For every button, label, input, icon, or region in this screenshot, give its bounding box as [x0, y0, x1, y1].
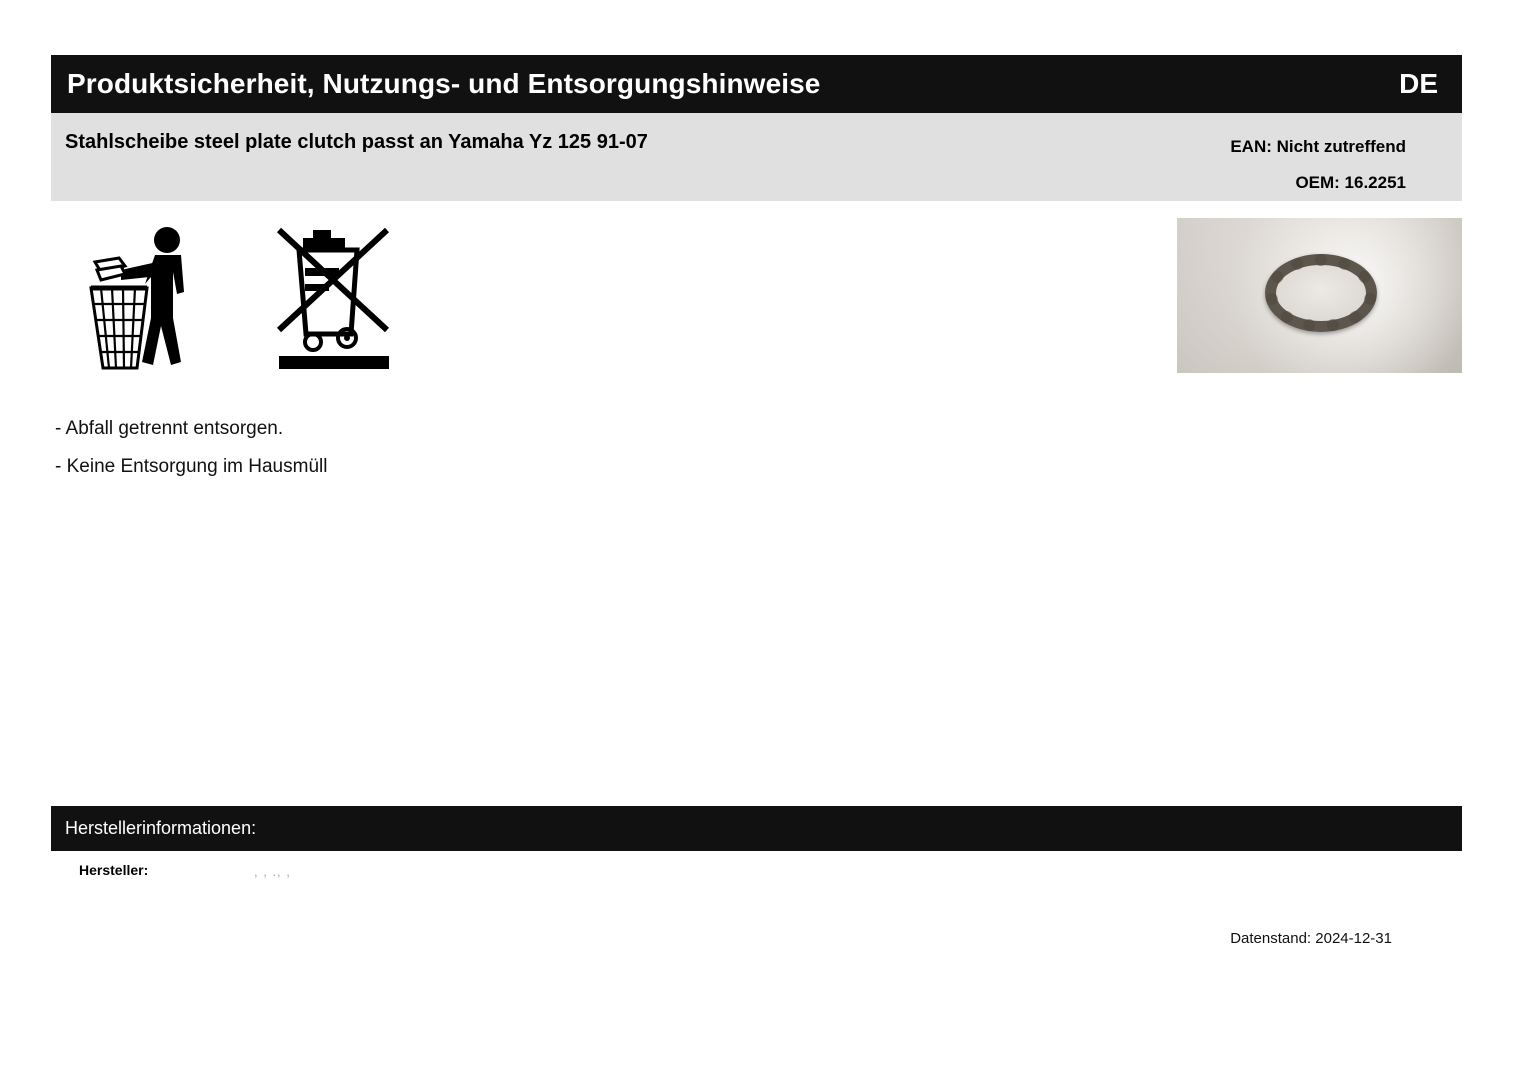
- manufacturer-row: [79, 862, 1079, 886]
- manufacturer-section-label: Herstellerinformationen:: [65, 818, 257, 838]
- product-name: Stahlscheibe steel plate clutch passt an Yamaha Yz 125 91-07: [65, 131, 648, 153]
- pictogram-area: [85, 222, 415, 377]
- document-header: [51, 55, 1462, 113]
- list-item: - Keine Entsorgung im Hausmüll: [55, 456, 328, 477]
- disposal-notes: [55, 410, 955, 486]
- product-info-bar: [51, 113, 1462, 201]
- list-item: - Abfall getrennt entsorgen.: [55, 418, 284, 439]
- page-title: Produktsicherheit, Nutzungs- und Entsorgungshinweise: [67, 68, 821, 99]
- ean-value: EAN: Nicht zutreffend: [1230, 137, 1406, 156]
- product-photo: [1177, 218, 1462, 373]
- manufacturer-key: Hersteller:: [79, 862, 149, 878]
- manufacturer-section-header: [51, 806, 1462, 851]
- throw-in-bin-icon: [85, 222, 210, 372]
- product-codes: [1230, 129, 1406, 201]
- weee-crossed-out-wheelie-bin-icon: [275, 222, 393, 374]
- datestamp: Datenstand: 2024-12-31: [1230, 930, 1392, 947]
- clutch-plate-teeth: [1265, 254, 1377, 332]
- oem-value: OEM: 16.2251: [1295, 173, 1406, 192]
- language-badge: DE: [1399, 68, 1438, 99]
- manufacturer-value: , , ., ,: [254, 864, 291, 879]
